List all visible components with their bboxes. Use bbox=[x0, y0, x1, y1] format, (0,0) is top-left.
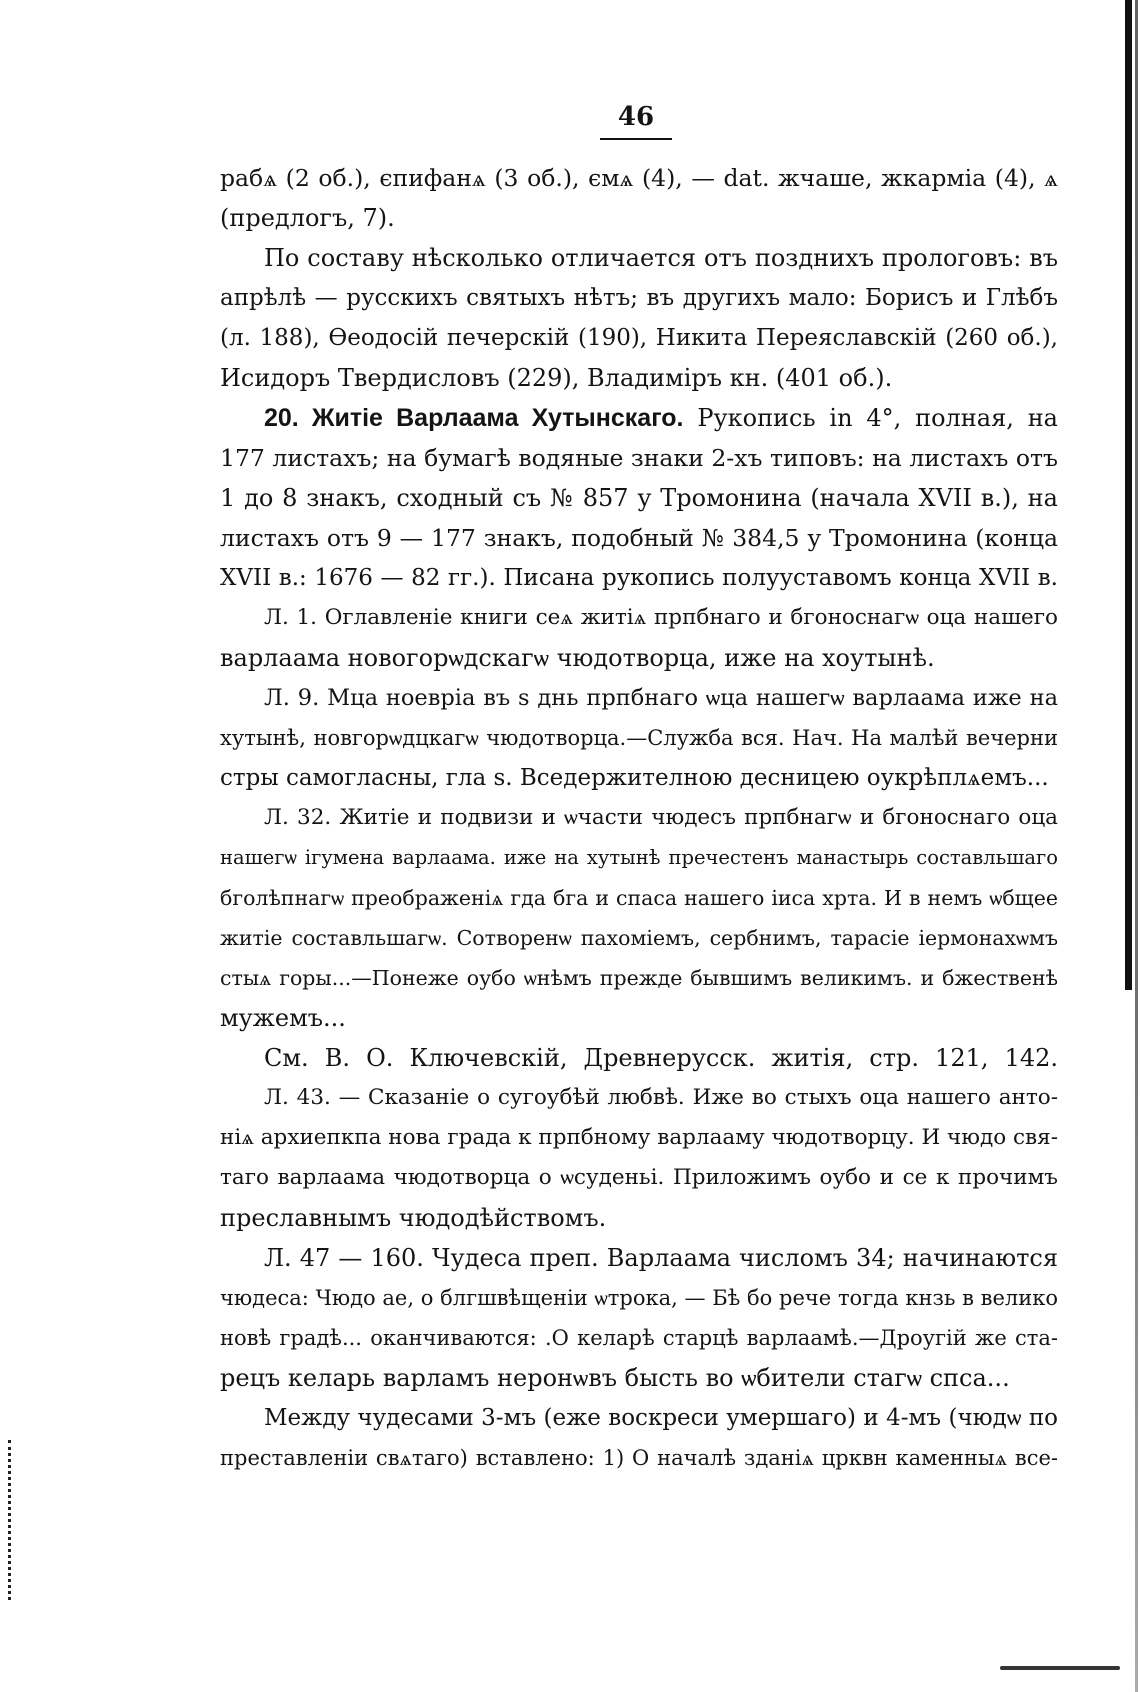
text-line: XVII в.: 1676 — 82 гг.). Писана рукопись полууставомъ конца XVII в. bbox=[220, 565, 1058, 591]
page-edge-line bbox=[1135, 0, 1138, 1692]
text-line: Л. 1. Оглавленіе книги сеѧ житіѧ прпбнаго и бгоноснагѡ оца нашего bbox=[264, 605, 1058, 630]
text-line: чюдеса: Чюдо ае, о блгшвѣщеніи ѡтрока, — Бѣ бо рече тогда кнзь в велико bbox=[220, 1286, 1058, 1310]
text-line: 1 до 8 знакъ, сходный съ № 857 у Тромонина (начала XVII в.), на bbox=[220, 484, 1058, 512]
page-header bbox=[576, 102, 696, 140]
text-line: (предлогъ, 7). bbox=[220, 204, 395, 232]
paragraph bbox=[220, 798, 1058, 1038]
paragraph bbox=[220, 598, 1058, 678]
text-line: листахъ отъ 9 — 177 знакъ, подобный № 384,5 у Тромонина (конца bbox=[220, 524, 1058, 552]
text-line: Л. 47 — 160. Чудеса преп. Варлаама числомъ 34; начинаются bbox=[264, 1244, 1058, 1272]
text-line: апрѣлѣ — русскихъ святыхъ нѣтъ; въ другихъ мало: Борисъ и Глѣбъ bbox=[220, 285, 1058, 311]
text-line: По составу нѣсколько отличается отъ позднихъ прологовъ: въ bbox=[264, 244, 1058, 272]
text-line: мужемъ... bbox=[220, 1004, 346, 1032]
paragraph bbox=[220, 1078, 1058, 1238]
text-line: Между чудесами 3-мъ (еже воскреси умершаго) и 4-мъ (чюдѡ по bbox=[264, 1405, 1058, 1431]
text-line: ніѧ архиепкпа нова града к прпбному варлааму чюдотворцу. И чюдо свя- bbox=[220, 1125, 1058, 1150]
text-line: хутынѣ, новгорѡдцкагѡ чюдотворца.—Служба вся. Нач. На малѣй вечерни bbox=[220, 726, 1058, 750]
page-edge-shadow bbox=[1125, 0, 1132, 990]
paragraph bbox=[220, 1238, 1058, 1398]
paragraph bbox=[220, 1398, 1058, 1478]
text-line: стыѧ горы...—Понеже оубо ѡнѣмъ прежде бывшимъ великимъ. и бжественѣ bbox=[220, 966, 1058, 990]
paragraph-entry-20 bbox=[220, 398, 1058, 598]
text-line: Л. 43. — Сказаніе о сугоубѣй любвѣ. Иже во стыхъ оца нашего анто- bbox=[264, 1085, 1058, 1110]
text-line: Л. 32. Житіе и подвизи и ѡчасти чюдесъ прпбнагѡ и бгоноснаго оца bbox=[264, 805, 1058, 830]
text-line: преставленіи свѧтаго) вставлено: 1) О началѣ зданіѧ црквн каменныѧ все- bbox=[220, 1446, 1058, 1470]
paragraph bbox=[220, 238, 1058, 398]
margin-marks bbox=[8, 1440, 15, 1600]
paragraph bbox=[220, 1038, 1058, 1078]
text-line: новѣ градѣ... оканчиваются: .О келарѣ старцѣ варлаамѣ.—Дроугій же ста- bbox=[220, 1326, 1058, 1350]
text-line: рабѧ (2 об.), єпифанѧ (3 об.), ємѧ (4), — dat. жчаше, жкарміа (4), ѧ bbox=[220, 164, 1058, 192]
text-line: (л. 188), Ѳеодосій печерскій (190), Никита Переяславскій (260 об.), bbox=[220, 325, 1058, 351]
text-line: нашегѡ ігумена варлаама. иже на хутынѣ пречестенъ манастырь составльшаго bbox=[220, 846, 1058, 869]
text-line: бголѣпнагѡ преображеніѧ гда бга и спаса нашего іиса хрта. И в немъ ѡбщее bbox=[220, 886, 1058, 910]
text-line: рецъ келарь варламъ неронѡвъ бысть во ѡбители стагѡ спса... bbox=[220, 1364, 1010, 1392]
page-number: 46 bbox=[600, 102, 672, 140]
text-line: См. В. О. Ключевскій, Древнерусск. житія, стр. 121, 142. bbox=[264, 1044, 1058, 1072]
text-line: Л. 9. Мца ноеврiа въ ѕ днь прпбнаго ѡца нашегѡ варлаама иже на bbox=[264, 685, 1058, 711]
paragraph bbox=[220, 158, 1058, 238]
text-span: Рукопись in 4°, полная, на bbox=[697, 404, 1058, 432]
text-line: таго варлаама чюдотворца о ѡсуденьі. Приложимъ оубо и се к прочимъ bbox=[220, 1165, 1058, 1190]
text-line bbox=[220, 398, 1058, 438]
page-text bbox=[220, 158, 1058, 1478]
bottom-smudge bbox=[1000, 1666, 1120, 1670]
text-line: житіе составльшагѡ. Сотворенѡ пахоміемъ, сербнимъ, тарасіе іермонахѡмъ bbox=[220, 926, 1058, 950]
text-line: варлаама новогорѡдскагѡ чюдотворца, иже на хоутынѣ. bbox=[220, 644, 935, 672]
paragraph bbox=[220, 678, 1058, 798]
text-line: преславнымъ чюдодѣйствомъ. bbox=[220, 1204, 607, 1232]
entry-heading: 20. Житіе Варлаама Хутынскаго. bbox=[264, 404, 684, 432]
text-line: 177 листахъ; на бумагѣ водяные знаки 2-хъ типовъ: на листахъ отъ bbox=[220, 444, 1058, 472]
text-line: Исидоръ Твердисловъ (229), Владиміръ кн. (401 об.). bbox=[220, 364, 893, 392]
text-line: стры самогласны, гла ѕ. Вседержителною десницею оукрѣплѧемъ... bbox=[220, 765, 1049, 791]
